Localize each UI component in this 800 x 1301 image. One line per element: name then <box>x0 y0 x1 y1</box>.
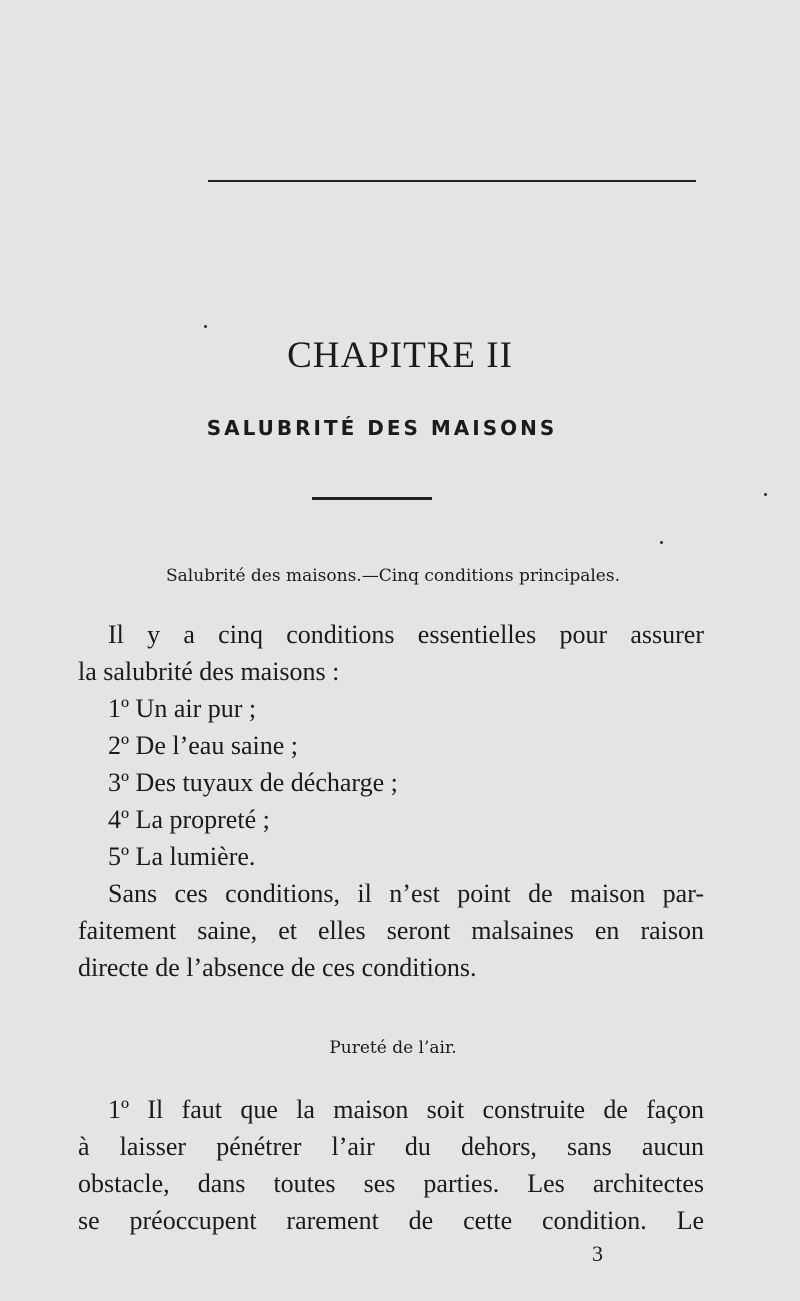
page-number: 3 <box>592 1241 603 1266</box>
conclusion-line: Sans ces conditions, il n’est point de maison par- <box>108 879 704 908</box>
intro-line: la salubrité des maisons : <box>78 657 340 686</box>
paragraph-line: 1º Il faut que la maison soit construite de façon <box>108 1095 704 1124</box>
subheading: Pureté de l’air. <box>329 1038 457 1058</box>
title-divider <box>312 497 432 500</box>
condition-item: 2º De l’eau saine ; <box>108 731 298 760</box>
conclusion-line: faitement saine, et elles seront malsaines en raison <box>78 916 704 945</box>
paragraph-text <box>78 1091 704 1239</box>
paragraph-line: se préoccupent rarement de cette condition. Le <box>78 1206 704 1235</box>
conclusion-line: directe de l’absence de ces conditions. <box>78 953 477 982</box>
chapter-subtitle: SALUBRITÉ DES MAISONS <box>206 416 558 440</box>
intro-line: Il y a cinq conditions essentielles pour assurer <box>108 620 704 649</box>
body-text <box>78 616 704 986</box>
chapter-title: CHAPITRE II <box>287 335 513 376</box>
top-rule <box>208 180 696 182</box>
paragraph-line: à laisser pénétrer l’air du dehors, sans aucun <box>78 1132 704 1161</box>
ink-speck <box>764 493 767 496</box>
condition-item: 3º Des tuyaux de décharge ; <box>108 768 398 797</box>
condition-item: 5º La lumière. <box>108 842 256 871</box>
paragraph-line: obstacle, dans toutes ses parties. Les architectes <box>78 1169 704 1198</box>
ink-speck <box>660 541 663 544</box>
condition-item: 1º Un air pur ; <box>108 694 257 723</box>
condition-item: 4º La propreté ; <box>108 805 270 834</box>
section-heading: Salubrité des maisons.—Cinq conditions principales. <box>166 566 620 586</box>
ink-speck <box>204 325 207 328</box>
